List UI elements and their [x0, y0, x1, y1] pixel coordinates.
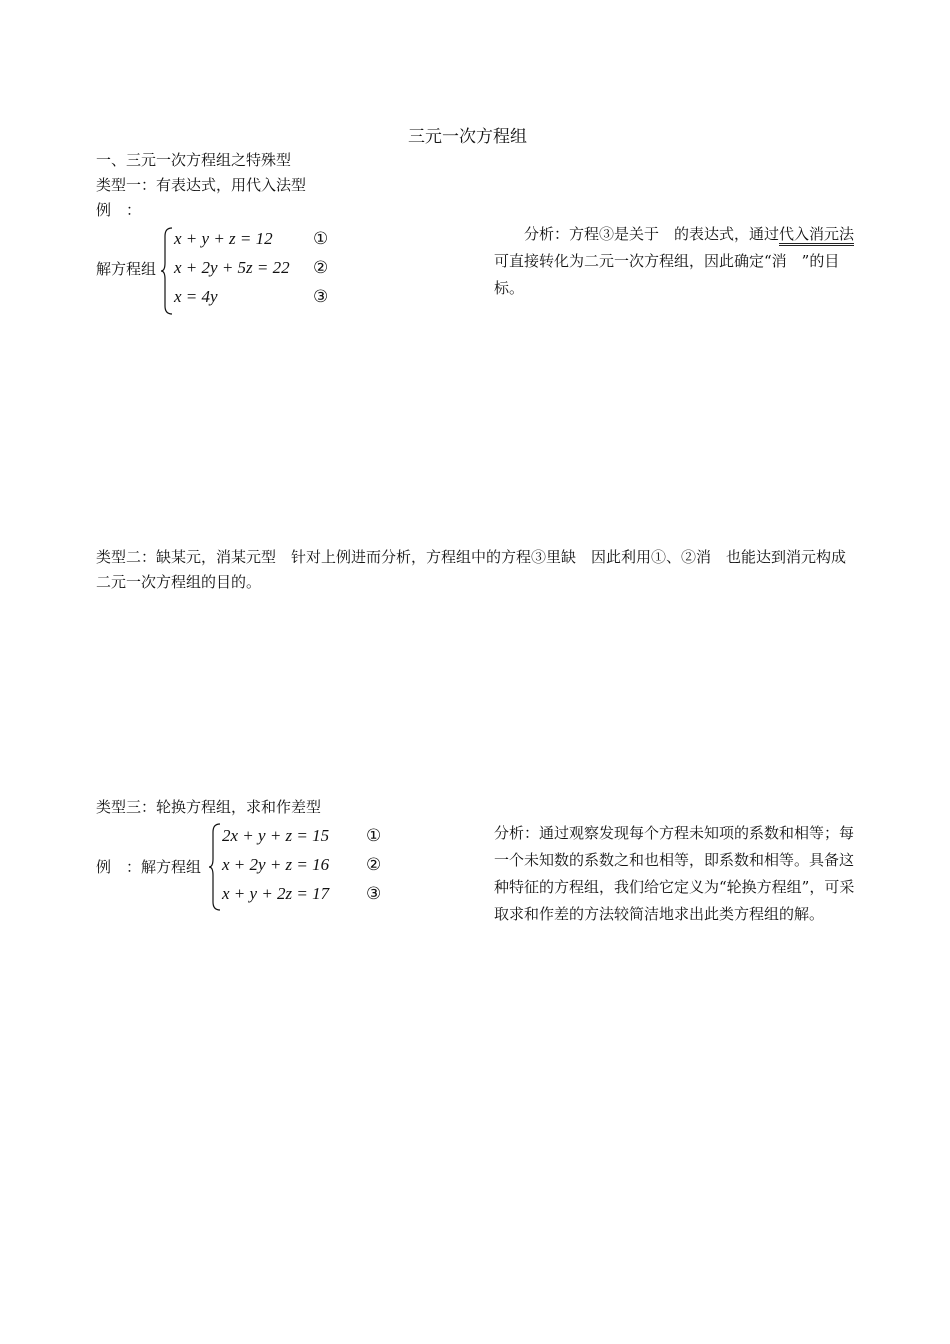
- type3-analysis: 分析：通过观察发现每个方程未知项的系数和相等；每一个未知数的系数之和也相等，即系数和相等。具备这种特征的方程组，我们给它定义为“轮换方程组”，可采取求和作差的方法较简洁地求出此类方程组的解。: [494, 824, 855, 923]
- type1-example-label: 例 ：: [96, 201, 142, 219]
- type3-equation-mark-3: ③: [366, 884, 382, 903]
- type3-heading: 类型三：轮换方程组，求和作差型: [96, 798, 322, 816]
- type1-equation-brace: [160, 226, 174, 316]
- page-title: 三元一次方程组: [408, 127, 527, 147]
- type3-equation-1: 2x + y + z = 15: [222, 826, 330, 845]
- type3-equation-3: x + y + 2z = 17: [222, 884, 330, 903]
- type1-equation-1: x + y + z = 12: [174, 229, 273, 248]
- type2-paragraph: 类型二：缺某元，消某元型 针对上例进而分析，方程组中的方程③里缺 因此利用①、②消 也能达到消元构成二元一次方程组的目的。: [96, 548, 847, 591]
- type1-analysis: 分析：方程③是关于 的表达式，通过代入消元法可直接转化为二元一次方程组，因此确定“消 ”的目标。: [494, 225, 855, 297]
- type1-equation-2: x + 2y + 5z = 22: [174, 258, 290, 277]
- type3-equation-brace: [208, 822, 222, 912]
- type3-example-label: 例 ：解方程组: [96, 858, 202, 876]
- type1-equation-mark-2: ②: [313, 258, 329, 277]
- type3-equation-mark-1: ①: [366, 826, 382, 845]
- type1-equation-3: x = 4y: [174, 287, 218, 306]
- section-heading: 一、三元一次方程组之特殊型: [96, 151, 292, 169]
- type1-equation-mark-1: ①: [313, 229, 329, 248]
- type1-equation-mark-3: ③: [313, 287, 329, 306]
- type1-heading: 类型一：有表达式，用代入法型: [96, 176, 307, 194]
- type3-equation-2: x + 2y + z = 16: [222, 855, 330, 874]
- type3-equation-mark-2: ②: [366, 855, 382, 874]
- type1-solve-label: 解方程组: [96, 260, 157, 278]
